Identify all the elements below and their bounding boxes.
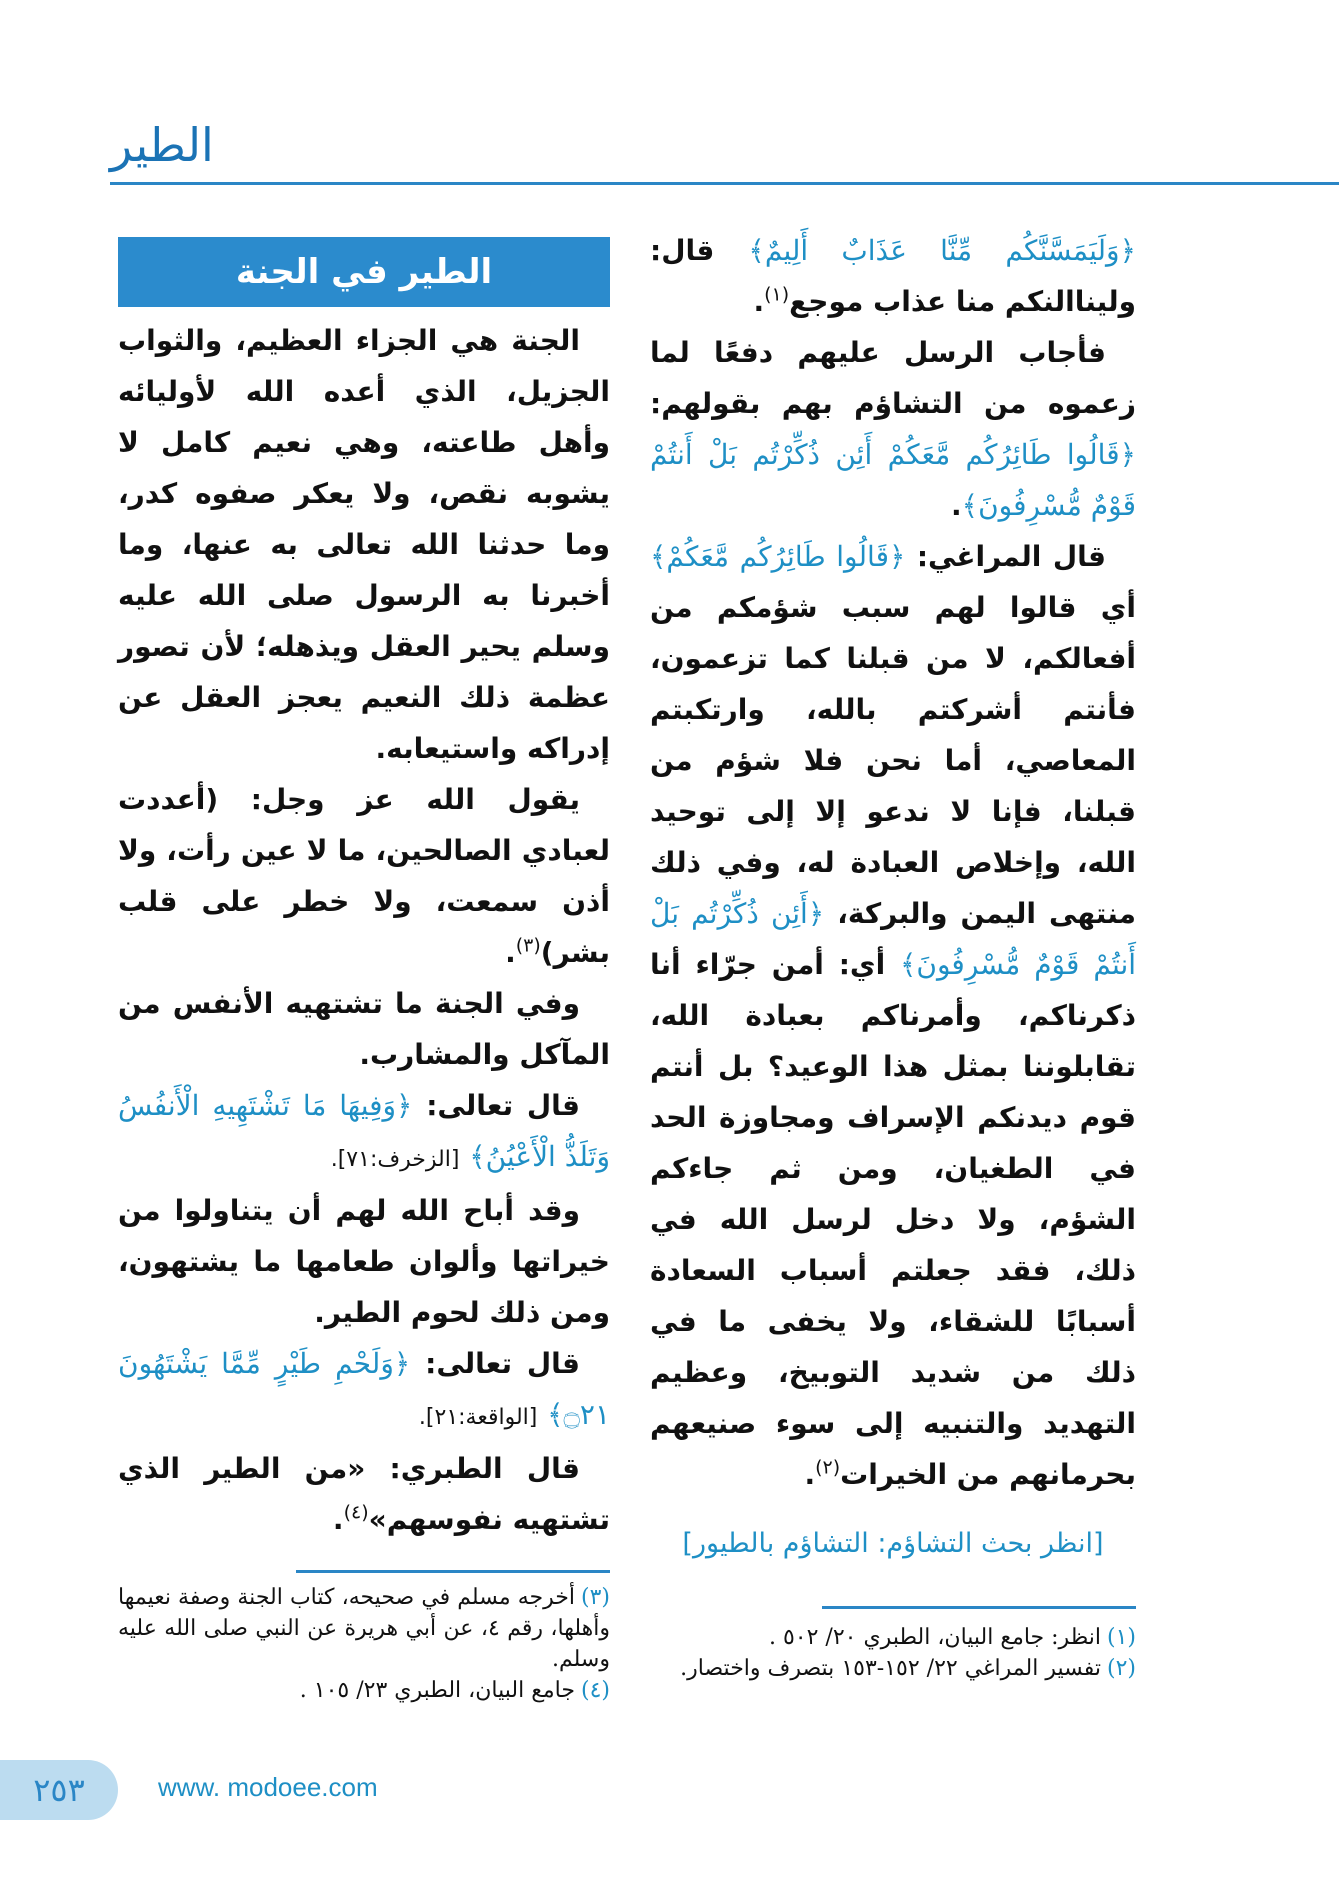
header-divider	[110, 182, 1339, 185]
paragraph-text: قال تعالى:	[426, 1089, 581, 1122]
quran-verse: ﴿وَلَحْمِ طَيْرٍ مِّمَّا يَشْتَهُونَ ۝٢١﴾	[118, 1347, 610, 1431]
footnote-text: أخرجه مسلم في صحيحه، كتاب الجنة وصفة نعيمها وأهلها، رقم ٤، عن أبي هريرة عن النبي صلى الله عليه وسلم.	[118, 1585, 610, 1672]
verse-reference: [الواقعة:٢١].	[418, 1405, 538, 1430]
punctuation: .	[505, 936, 516, 969]
left-paragraph-1: الجنة هي الجزاء العظيم، والثواب الجزيل، الذي أعده الله لأوليائه وأهل طاعته، وهي نعيم كامل لا يشوبه نقص، ولا يعكر صفوه كدر، وما حدثنا الله تعالى به عنها، وما أخبرنا به الرسول صلى الله عليه وسلم يحير العقل ويذهله؛ لأن تصور عظمة ذلك النعيم يعجز العقل عن إدراكه واستيعابه.	[118, 324, 610, 765]
footnote-number: (٢)	[1106, 1656, 1136, 1681]
paragraph-text: فأجاب الرسل عليهم دفعًا لما زعموه من التشاؤم بهم بقولهم:	[650, 336, 1136, 420]
footnotes-right	[650, 1622, 1136, 1684]
paragraph-text: قال: وليناالنكم منا عذاب موجع	[650, 234, 1136, 318]
left-paragraph-4	[118, 1080, 610, 1185]
footnote-2	[650, 1653, 1136, 1684]
right-paragraph-2	[650, 327, 1136, 531]
footnote-4	[118, 1675, 610, 1706]
quran-verse: ﴿وَفِيهَا مَا تَشْتَهِيهِ الْأَنفُسُ وَتَلَذُّ الْأَعْيُنُ﴾	[118, 1089, 610, 1173]
left-paragraph-3: وفي الجنة ما تشتهيه الأنفس من المآكل والمشارب.	[118, 987, 610, 1071]
page-number-badge: ٢٥٣	[0, 1760, 118, 1820]
left-column	[118, 315, 610, 1545]
paragraph-text: قال تعالى:	[425, 1347, 580, 1380]
footnote-text: انظر: جامع البيان، الطبري ٢٠/ ٥٠٢ .	[768, 1625, 1101, 1650]
footnote-marker-1[interactable]: (١)	[764, 283, 790, 306]
footnote-text: تفسير المراغي ٢٢/ ١٥٢-١٥٣ بتصرف واختصار.	[680, 1656, 1101, 1681]
paragraph-text: قال الطبري: «من الطير الذي تشتهيه نفوسهم»	[118, 1452, 610, 1536]
cross-reference-link[interactable]: [انظر بحث التشاؤم: التشاؤم بالطيور]	[682, 1528, 1104, 1559]
paragraph-text: قال المراغي:	[916, 540, 1106, 573]
verse-reference: [الزخرف:٧١].	[330, 1147, 460, 1172]
paragraph-text: أي قالوا لهم سبب شؤمكم من أفعالكم، لا من قبلنا كما تزعمون، فأنتم أشركتم بالله، وارتكبتم المعاصي، أما نحن فلا شؤم من قبلنا، فإنا لا ندعو إلا إلى توحيد الله، وإخلاص العبادة له، وفي ذلك منتهى اليمن والبركة،	[650, 591, 1137, 930]
footnote-1	[650, 1622, 1136, 1653]
quran-verse: ﴿قَالُوا طَائِرُكُم مَّعَكُمْ أَئِن ذُكِّرْتُم بَلْ أَنتُمْ قَوْمٌ مُّسْرِفُونَ﴾	[650, 438, 1136, 522]
footnote-marker-2[interactable]: (٢)	[815, 1456, 841, 1479]
footnote-divider-right	[822, 1606, 1136, 1609]
footnote-number: (٣)	[580, 1585, 610, 1610]
footnote-number: (٤)	[580, 1678, 610, 1703]
quran-verse: ﴿أَئِن ذُكِّرْتُم بَلْ أَنتُمْ قَوْمٌ مُّسْرِفُونَ﴾	[650, 897, 1137, 981]
footnote-3	[118, 1582, 610, 1675]
punctuation: .	[753, 285, 765, 318]
hadith-text: يقول الله عز وجل: (أعددت لعبادي الصالحين، ما لا عين رأت، ولا أذن سمعت، ولا خطر على قلب بشر)	[118, 783, 610, 969]
footnote-marker-3[interactable]: (٣)	[515, 934, 541, 957]
punctuation: .	[332, 1503, 344, 1536]
left-paragraph-6	[118, 1338, 610, 1443]
quran-verse: ﴿وَلَيَمَسَّنَّكُم مِّنَّا عَذَابٌ أَلِيمٌ﴾	[748, 234, 1136, 267]
section-title-bar: الطير في الجنة	[118, 237, 610, 307]
quran-verse: ﴿قَالُوا طَائِرُكُم مَّعَكُمْ﴾	[650, 540, 906, 573]
paragraph-text: أي: أمن جرّاء أنا ذكرناكم، وأمرناكم بعبادة الله، تقابلوننا بمثل هذا الوعيد؟ بل أنتم قوم ديدنكم الإسراف ومجاوزة الحد في الطغيان، ومن ثم جاءكم الشؤم، ولا دخل لرسل الله في ذلك، فقد جعلتم أسباب السعادة أسبابًا للشقاء، ولا يخفى ما في ذلك من شديد التوبيخ، وعظيم التهديد والتنبيه إلى سوء صنيعهم بحرمانهم من الخيرات	[650, 948, 1136, 1491]
footnotes-left	[118, 1582, 610, 1706]
left-paragraph-7	[118, 1443, 610, 1545]
left-paragraph-2	[118, 774, 610, 978]
right-column	[650, 225, 1136, 1569]
right-paragraph-1	[650, 225, 1136, 327]
footnote-text: جامع البيان، الطبري ٢٣/ ١٠٥ .	[299, 1678, 575, 1703]
footnote-marker-4[interactable]: (٤)	[343, 1501, 369, 1524]
punctuation: .	[804, 1458, 816, 1491]
left-paragraph-5: وقد أباح الله لهم أن يتناولوا من خيراتها وألوان طعامها ما يشتهون، ومن ذلك لحوم الطير.	[118, 1194, 610, 1329]
running-header-title: الطير	[110, 118, 214, 172]
footnote-divider-left	[296, 1570, 610, 1573]
website-url[interactable]: www. modoee.com	[158, 1772, 378, 1802]
punctuation: .	[951, 489, 962, 522]
right-paragraph-3	[650, 531, 1136, 1500]
footnote-number: (١)	[1106, 1625, 1136, 1650]
